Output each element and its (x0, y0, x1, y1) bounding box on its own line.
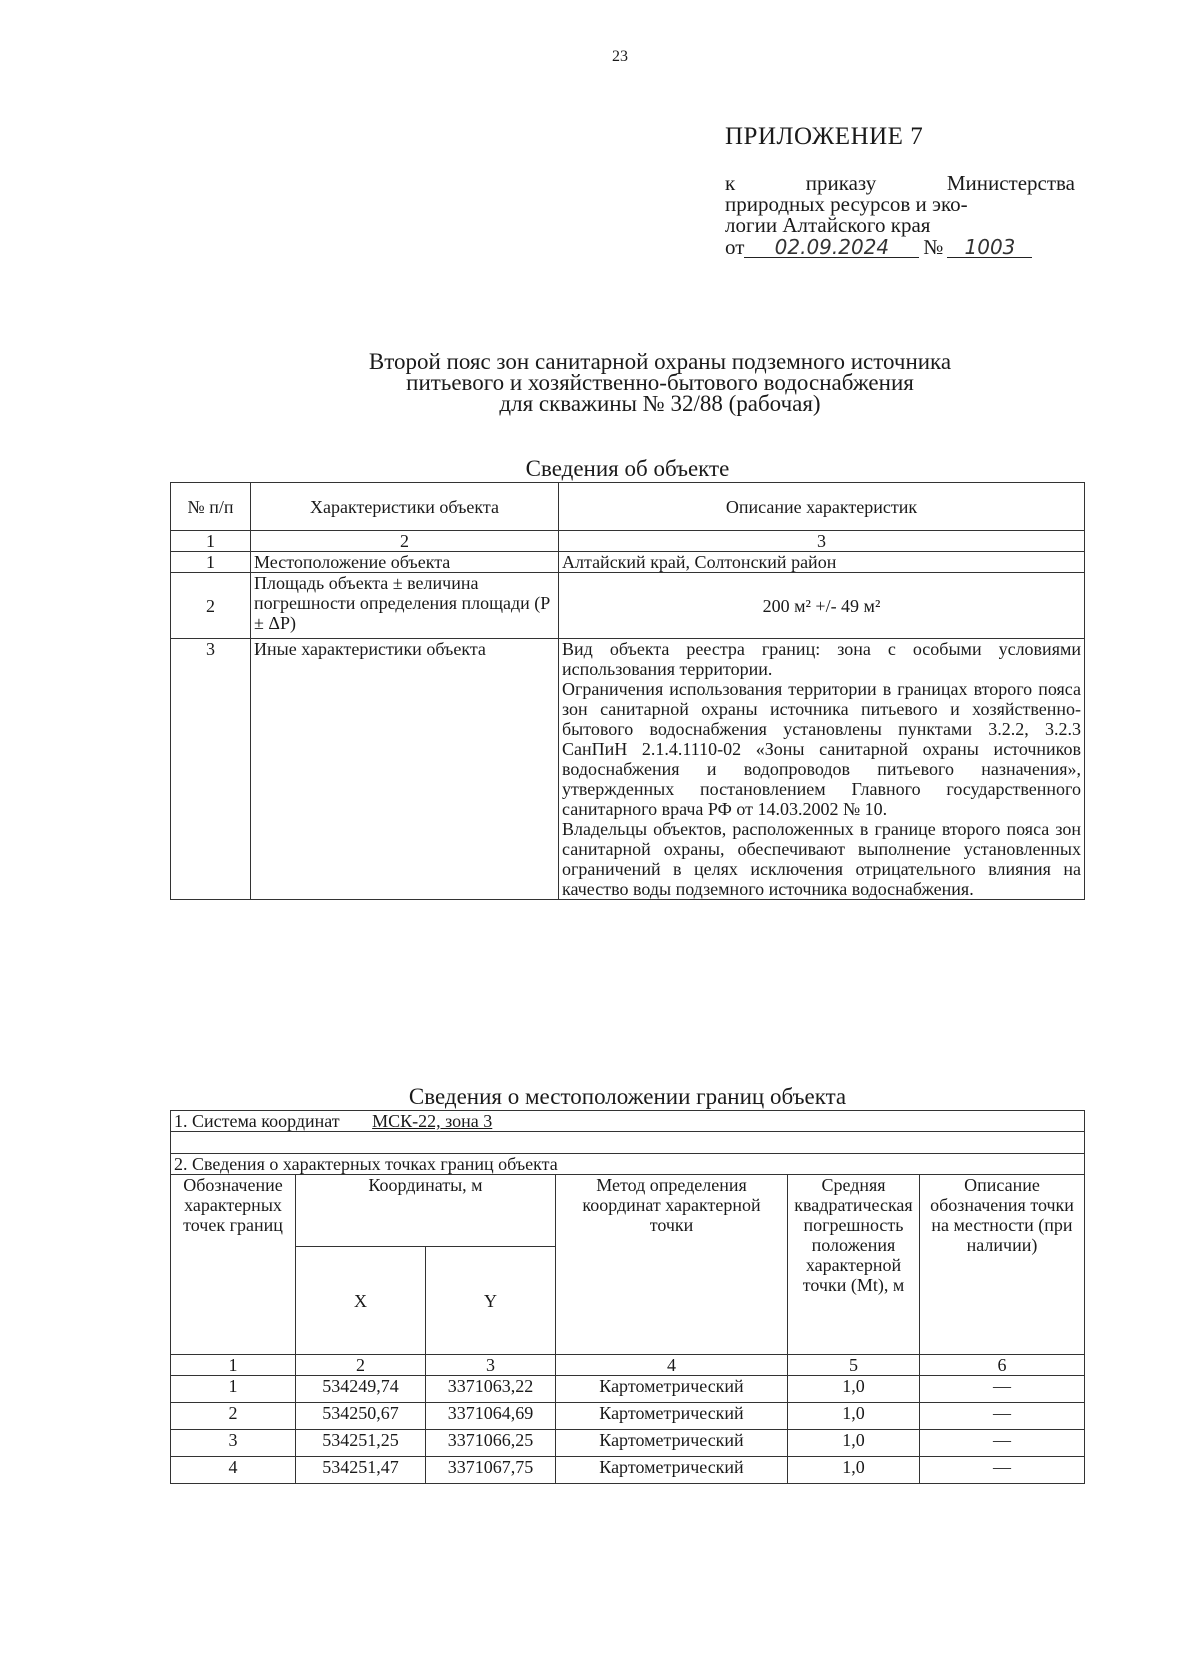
point-x: 534250,67 (296, 1403, 426, 1430)
column-number: 2 (296, 1355, 426, 1376)
column-number: 3 (426, 1355, 556, 1376)
column-number: 3 (559, 531, 1085, 552)
appendix-title: ПРИЛОЖЕНИЕ 7 (725, 123, 924, 150)
point-description: — (920, 1430, 1085, 1457)
object-info-table (170, 482, 1085, 900)
point-method: Картометрический (556, 1403, 788, 1430)
characteristic-description: Алтайский край, Солтонский район (559, 552, 1085, 573)
table-row (171, 1457, 1085, 1484)
coord-system-row (171, 1111, 1085, 1132)
point-description: — (920, 1457, 1085, 1484)
coord-header-row (171, 1175, 1085, 1247)
header-cell: № п/п (171, 483, 251, 531)
header-cell: Характеристики объекта (251, 483, 559, 531)
order-line-3: логии Алтайского края (725, 213, 931, 237)
characteristic-description (559, 639, 1085, 900)
point-method: Картометрический (556, 1430, 788, 1457)
point-method: Картометрический (556, 1376, 788, 1403)
empty-cell (171, 1132, 1085, 1154)
column-number: 2 (251, 531, 559, 552)
point-y: 3371063,22 (426, 1376, 556, 1403)
description-paragraph: Вид объекта реестра границ: зона с особыми условиями использования территории. (562, 639, 1081, 679)
column-number: 1 (171, 531, 251, 552)
title-line: Второй пояс зон санитарной охраны подземного источника (368, 349, 952, 374)
table-row (171, 552, 1085, 573)
order-date-number (725, 237, 1075, 258)
description-paragraph: Владельцы объектов, расположенных в границе второго пояса зон санитарной охраны, обеспечивают выполнение установленных ограничений в целях исключения отрицательного влияния на качество воды подземного источника водоснабжения. (562, 819, 1081, 899)
row-number: 2 (171, 573, 251, 639)
header-description: Описание обозначения точки на местности (при наличии) (920, 1175, 1085, 1355)
point-error: 1,0 (788, 1376, 920, 1403)
table-header-row (171, 483, 1085, 531)
row-number: 1 (171, 552, 251, 573)
order-word: Министерства (946, 171, 1075, 195)
number-prefix: № (923, 235, 944, 259)
header-y: Y (426, 1247, 556, 1355)
header-method: Метод определения координат характерной точки (556, 1175, 788, 1355)
point-error: 1,0 (788, 1457, 920, 1484)
characteristic-name: Площадь объекта ± величина погрешности определения площади (P ± ΔP) (251, 573, 559, 639)
point-y: 3371064,69 (426, 1403, 556, 1430)
title-line: питьевого и хозяйственно-бытового водоснабжения (406, 370, 914, 395)
order-line-2: природных ресурсов и эко- (725, 192, 968, 216)
header-error: Средняя квадратическая погрешность положения характерной точки (Mt), м (788, 1175, 920, 1355)
characteristic-description: 200 м² +/- 49 м² (559, 573, 1085, 639)
point-x: 534251,25 (296, 1430, 426, 1457)
order-word: приказу (805, 171, 877, 195)
point-id: 2 (171, 1403, 296, 1430)
table-row (171, 639, 1085, 900)
order-number-handwritten: 1003 (947, 237, 1032, 258)
point-id: 1 (171, 1376, 296, 1403)
point-error: 1,0 (788, 1403, 920, 1430)
characteristic-name: Местоположение объекта (251, 552, 559, 573)
document-title (260, 351, 1060, 414)
coord-system-label: 1. Система координат (174, 1111, 340, 1131)
coord-system-value: МСК-22, зона 3 (372, 1111, 493, 1131)
point-y: 3371066,25 (426, 1430, 556, 1457)
order-reference (725, 173, 1075, 258)
location-info-title: Сведения о местоположении границ объекта (408, 1084, 847, 1109)
points-label: 2. Сведения о характерных точках границ объекта (171, 1154, 1085, 1175)
point-id: 3 (171, 1430, 296, 1457)
title-line: для скважины № 32/88 (рабочая) (499, 391, 821, 416)
order-word: к (725, 171, 736, 195)
column-number: 4 (556, 1355, 788, 1376)
table-row (171, 573, 1085, 639)
point-error: 1,0 (788, 1430, 920, 1457)
header-x: X (296, 1247, 426, 1355)
point-id: 4 (171, 1457, 296, 1484)
table-row (171, 1430, 1085, 1457)
point-method: Картометрический (556, 1457, 788, 1484)
table-row (171, 1376, 1085, 1403)
header-cell: Описание характеристик (559, 483, 1085, 531)
column-number-row (171, 1355, 1085, 1376)
characteristic-name: Иные характеристики объекта (251, 639, 559, 900)
order-date-handwritten: 02.09.2024 (744, 237, 919, 258)
column-number: 5 (788, 1355, 920, 1376)
header-designation: Обозначение характерных точек границ (171, 1175, 296, 1355)
point-x: 534249,74 (296, 1376, 426, 1403)
point-description: — (920, 1376, 1085, 1403)
description-paragraph: Ограничения использования территории в границах второго пояса зон санитарной охраны источника питьевого и хозяйственно-бытового водоснабжения установлены пунктами 3.2.2, 3.2.3 СанПиН 2.1.4.1110-02 «Зоны санитарной охраны источников водоснабжения и водопроводов питьевого назначения», утвержденных постановлением Главного государственного санитарного врача РФ от 14.03.2002 № 10. (562, 679, 1081, 819)
coordinates-table (170, 1110, 1085, 1484)
spacer-row (171, 1132, 1085, 1154)
object-info-title: Сведения об объекте (525, 456, 730, 481)
column-number: 6 (920, 1355, 1085, 1376)
header-coords: Координаты, м (296, 1175, 556, 1247)
point-y: 3371067,75 (426, 1457, 556, 1484)
date-prefix: от (725, 235, 745, 259)
point-description: — (920, 1403, 1085, 1430)
column-number-row (171, 531, 1085, 552)
table-row (171, 1403, 1085, 1430)
page-number: 23 (612, 48, 628, 65)
point-x: 534251,47 (296, 1457, 426, 1484)
points-label-row (171, 1154, 1085, 1175)
row-number: 3 (171, 639, 251, 900)
coord-system-cell (171, 1111, 1085, 1132)
order-line-1 (725, 173, 1075, 194)
column-number: 1 (171, 1355, 296, 1376)
